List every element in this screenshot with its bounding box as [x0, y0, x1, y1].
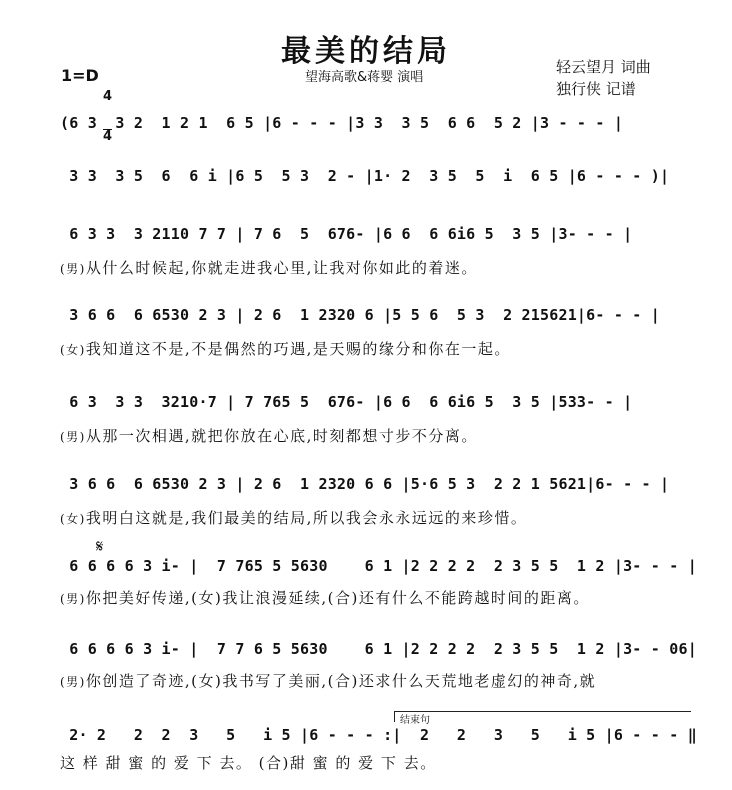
lyric-text: 你创造了奇迹,(女)我书写了美丽,(合)还求什么天荒地老虚幻的神奇,就 [85, 672, 597, 690]
score-line-5-notes: 6 3 3 3 3210·7 | 7 765 5 676- |6 6 6 6i6 5 3 5 |533- - | [60, 393, 633, 411]
singer-tag: (女) [60, 343, 86, 357]
score-line-8-notes: 6 6 6 6 3 i- | 7 7 6 5 5630 6 1 |2 2 2 2 2 3 5 5 1 2 |3- - 06| [60, 640, 697, 658]
score-line-9-lyric: 这 样 甜 蜜 的 爱 下 去。 (合)甜 蜜 的 爱 下 去。 [60, 754, 437, 772]
score-line-4-lyric [60, 338, 682, 359]
score-line-5-lyric [60, 425, 682, 446]
time-signature-bottom: 4 [103, 129, 113, 144]
song-title: 最美的结局 [281, 34, 451, 69]
time-signature-top: 4 [103, 89, 113, 104]
lyric-text: 我知道这不是,不是偶然的巧遇,是天赐的缘分和你在一起。 [85, 340, 511, 358]
lyric-text: 从什么时候起,你就走进我心里,让我对你如此的着迷。 [85, 259, 478, 277]
score-line-8-lyric [60, 670, 682, 691]
singer-tag: (男) [60, 262, 86, 276]
score-line-6-lyric [60, 507, 682, 528]
time-signature [103, 64, 112, 156]
score-line-3-notes: 6 3 3 3 2110 7 7 | 7 6 5 676- |6 6 6 6i6 5 3 5 |3- - - | [60, 225, 633, 243]
credit-transcriber: 独行侠 记谱 [556, 80, 636, 98]
score-line-1-notes: (6 3 3 2 1 2 1 6 5 |6 - - - |3 3 3 5 6 6 5 2 |3 - - - | [60, 114, 624, 132]
segno-sign: 𝄋 [96, 537, 104, 557]
score-line-7-notes: 6 6 6 6 3 i- | 7 765 5 5630 6 1 |2 2 2 2 2 3 5 5 1 2 |3- - - | [60, 557, 697, 575]
score-line-4-notes: 3 6 6 6 6530 2 3 | 2 6 1 2320 6 |5 5 6 5 3 2 215621|6- - - | [60, 306, 660, 324]
ending-label: 结束句 [400, 715, 430, 726]
singer-tag: (男) [60, 592, 86, 606]
credit-lyricist-composer: 轻云望月 词曲 [556, 58, 651, 76]
ending-bracket [394, 711, 691, 722]
lyric-text: 从那一次相遇,就把你放在心底,时刻都想寸步不分离。 [85, 427, 478, 445]
singer-tag: (女) [60, 512, 86, 526]
score-line-3-lyric [60, 257, 682, 278]
lyric-text: 你把美好传递,(女)我让浪漫延续,(合)还有什么不能跨越时间的距离。 [85, 589, 590, 607]
score-line-6-notes: 3 6 6 6 6530 2 3 | 2 6 1 2320 6 6 |5·6 5 3 2 2 1 5621|6- - - | [60, 475, 670, 493]
singer-tag: (男) [60, 675, 86, 689]
score-line-7-lyric [60, 587, 682, 608]
performers: 望海高歌&蒋婴 演唱 [305, 70, 424, 85]
lyric-text: 我明白这就是,我们最美的结局,所以我会永永远远的来珍惜。 [85, 509, 528, 527]
singer-tag: (男) [60, 430, 86, 444]
score-line-2-notes: 3 3 3 5 6 6 i |6 5 5 3 2 - |1· 2 3 5 5 i 6 5 |6 - - - )| [60, 167, 670, 185]
key-signature: 1=D [61, 66, 99, 85]
score-line-9-notes: 2· 2 2 2 3 5 i 5 |6 - - - :| 2 2 3 5 i 5 |6 - - - ‖ [60, 726, 697, 744]
